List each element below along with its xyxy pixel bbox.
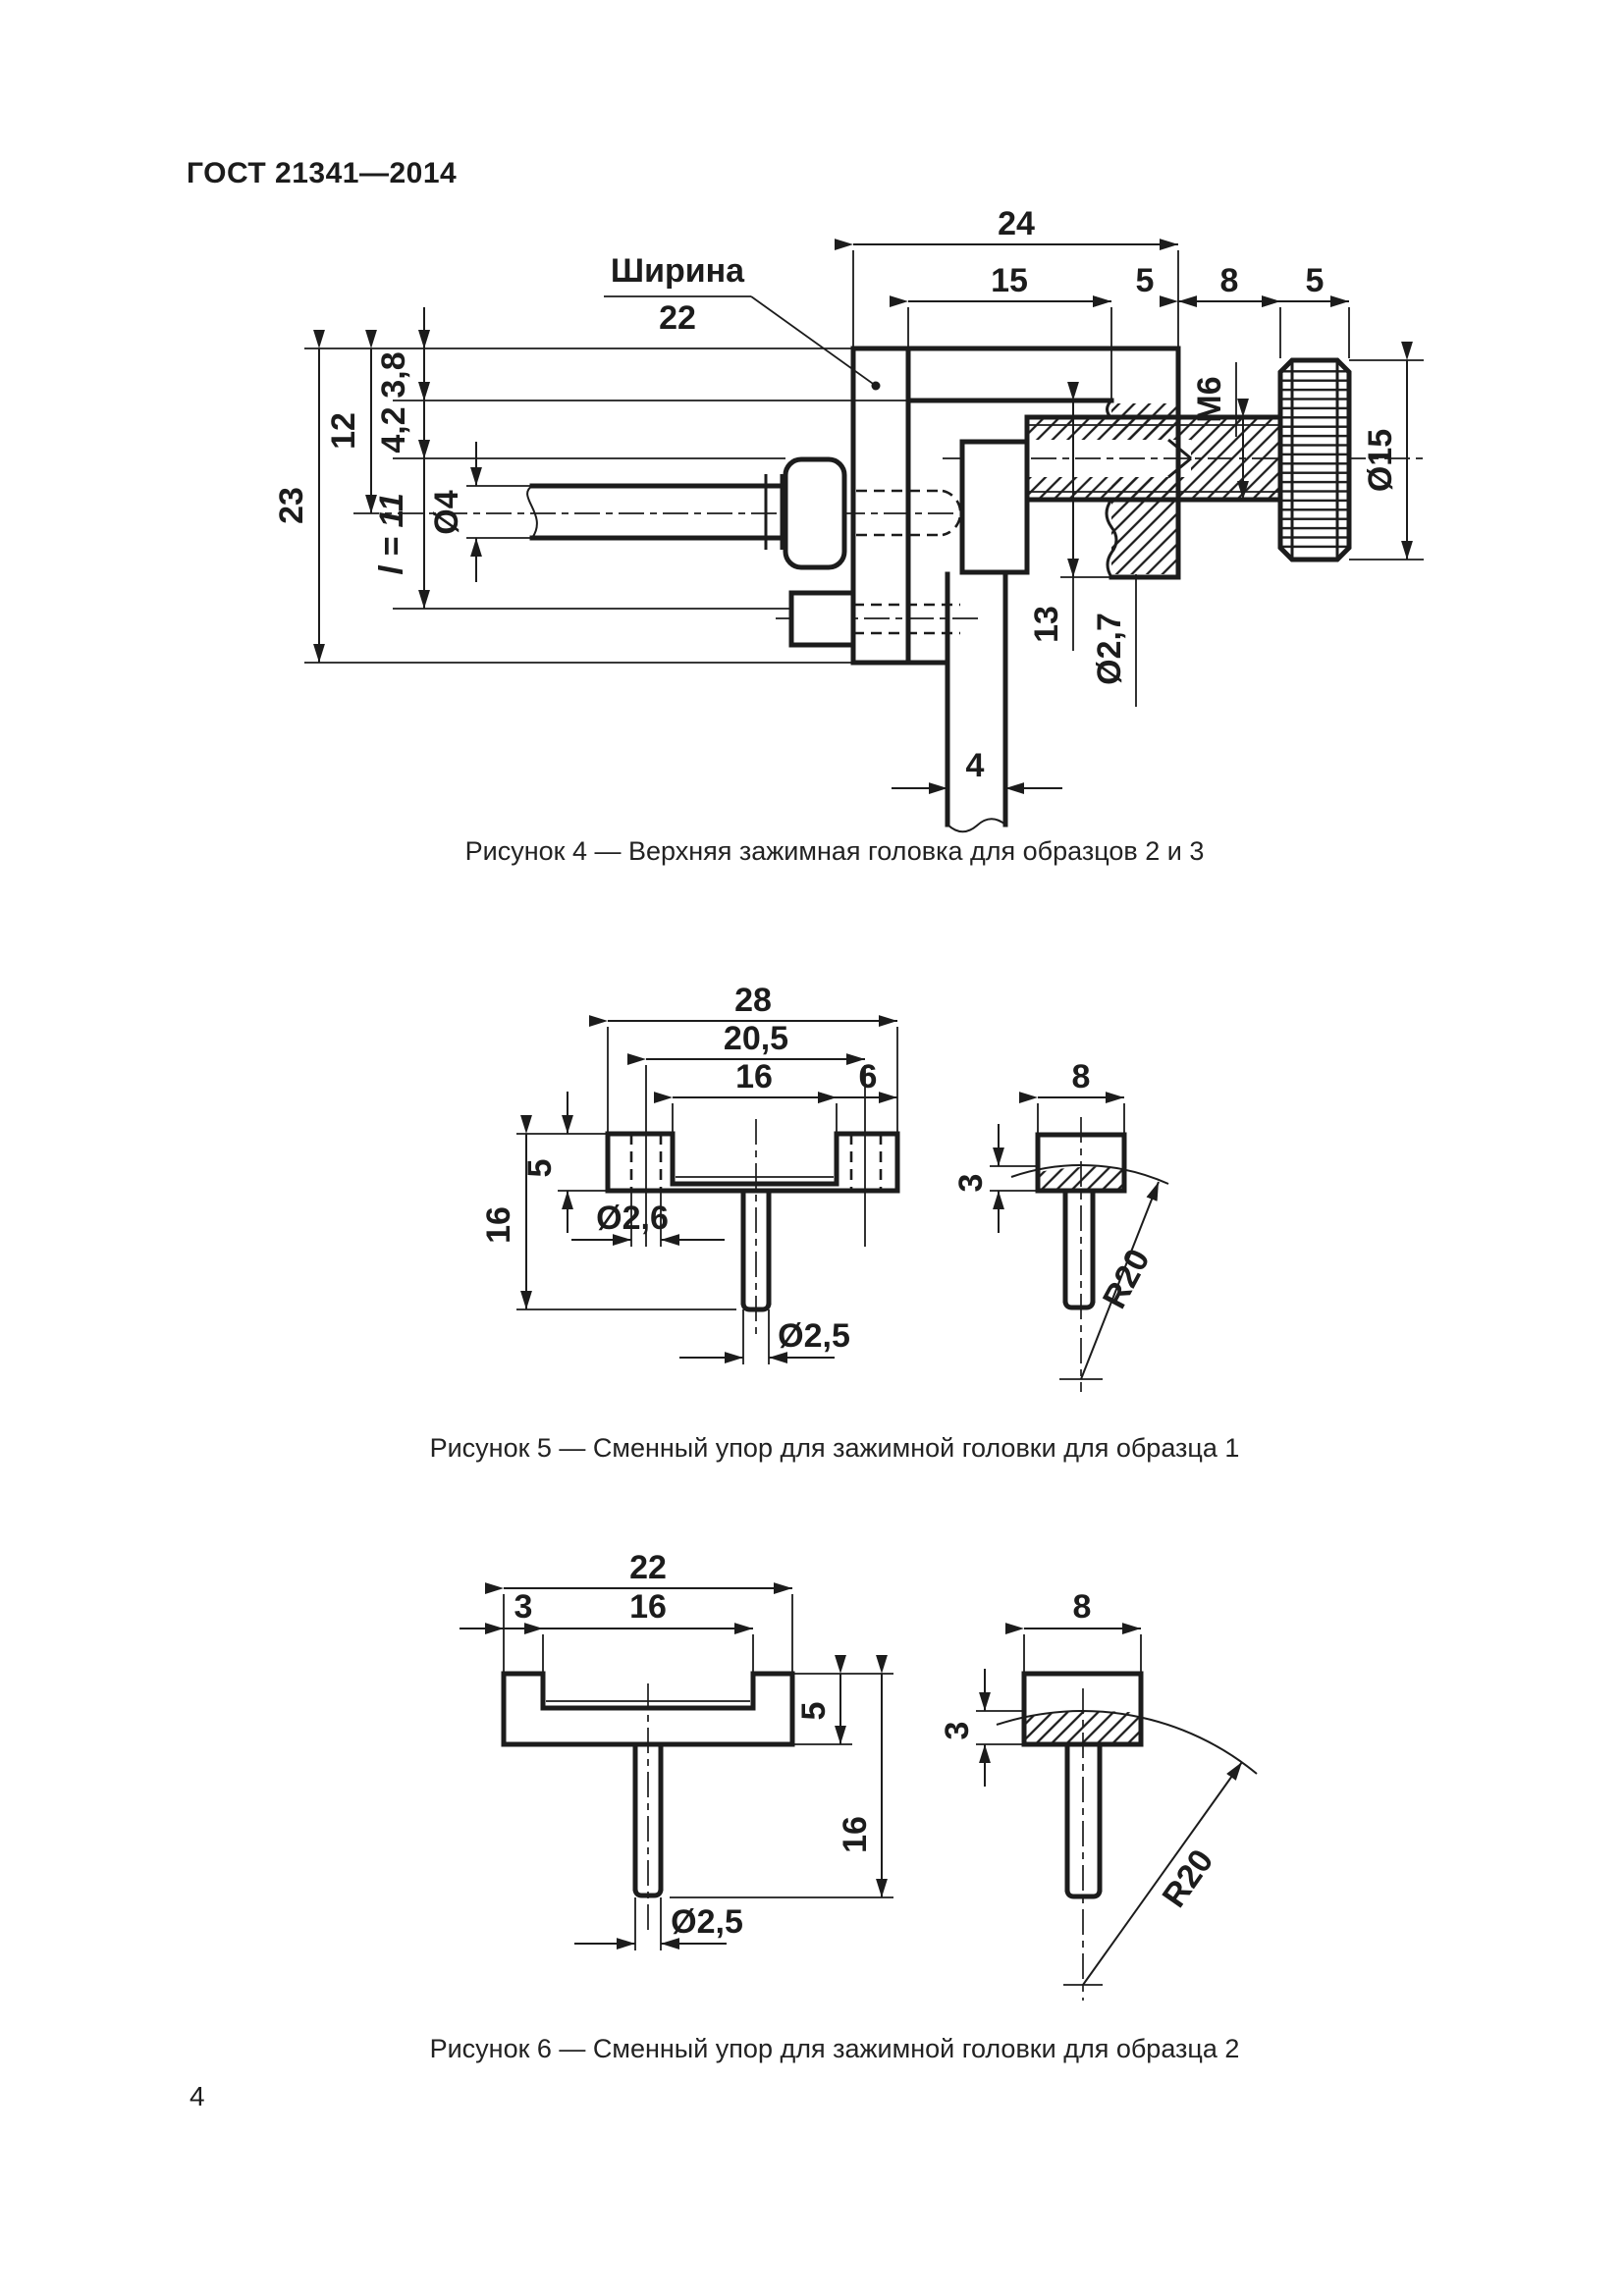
figure-6-caption: Рисунок 6 — Сменный упор для зажимной головки для образца 2 [429, 2034, 1240, 2063]
page-number: 4 [189, 2081, 205, 2111]
dim-label-23: 23 [273, 487, 310, 524]
dim-label-4-2: 4,2 [375, 406, 412, 454]
figure-4-caption: Рисунок 4 — Верхняя зажимная головка для образцов 2 и 3 [464, 836, 1205, 866]
dim-label-dia15: Ø15 [1362, 428, 1399, 493]
dim-label-16: 16 [629, 1588, 667, 1626]
fig6-extension-lines [504, 1594, 1141, 1950]
clamp-pad [962, 442, 1027, 572]
rod-break-line [527, 486, 537, 538]
dim-label-dia25: Ø2,5 [778, 1317, 850, 1355]
dim-label-r20: R20 [1095, 1243, 1158, 1315]
dim-label-dia25: Ø2,5 [671, 1903, 743, 1941]
dim-label-5b: 5 [1305, 262, 1325, 299]
dim-label-3-8: 3,8 [375, 351, 412, 399]
dim-label-8: 8 [1219, 262, 1239, 299]
figure-5-caption: Рисунок 5 — Сменный упор для зажимной головки для образца 1 [429, 1433, 1240, 1463]
dim-label-12: 12 [325, 412, 362, 450]
dim-label-3: 3 [952, 1173, 990, 1193]
dim-label-dia4: Ø4 [428, 490, 465, 535]
dim-label-3r: 3 [939, 1721, 976, 1740]
fig4-rod-assembly [527, 459, 853, 645]
dim-label-20-5: 20,5 [723, 1020, 789, 1057]
dim-label-15: 15 [991, 262, 1028, 299]
dim-label-16h: 16 [837, 1816, 874, 1853]
width-value-label: 22 [659, 299, 696, 337]
dim-label-8: 8 [1071, 1058, 1091, 1095]
fig5-labels [480, 982, 1158, 1355]
fig5-extension-lines [516, 1027, 1124, 1364]
doc-header: ГОСТ 21341—2014 [187, 157, 458, 189]
fig4-dimensions [319, 244, 1407, 788]
dim-label-l11: l = 11 [373, 493, 410, 575]
dim-label-5a: 5 [1135, 262, 1155, 299]
dim-label-r20: R20 [1155, 1842, 1221, 1915]
dim-label-5: 5 [521, 1158, 559, 1178]
dim-label-8: 8 [1072, 1588, 1092, 1626]
width-word-label: Ширина [610, 252, 745, 290]
figure-5-drawing [412, 972, 1316, 1423]
dim-label-16h: 16 [480, 1206, 517, 1244]
dim-label-m6: М6 [1191, 376, 1228, 423]
dim-label-4: 4 [965, 747, 985, 784]
fig4-specimen-strip [947, 574, 1005, 831]
lower-tab [791, 593, 853, 645]
figure-6-drawing [412, 1551, 1316, 2022]
r20-leader [1083, 1762, 1242, 1985]
leader-dot [872, 382, 881, 391]
dim-label-5: 5 [795, 1701, 833, 1721]
dim-label-13: 13 [1028, 606, 1065, 643]
dim-label-dia26: Ø2,6 [596, 1200, 669, 1237]
fig6-dimensions [460, 1588, 1242, 1985]
dim-label-6: 6 [858, 1058, 878, 1095]
dim-label-16: 16 [735, 1058, 773, 1095]
figure-4-drawing [255, 191, 1434, 839]
dim-label-24: 24 [998, 205, 1035, 242]
dim-label-dia27: Ø2,7 [1091, 613, 1128, 685]
dim-label-22: 22 [629, 1549, 667, 1586]
dim-label-3: 3 [514, 1588, 533, 1626]
dim-label-28: 28 [734, 982, 772, 1019]
